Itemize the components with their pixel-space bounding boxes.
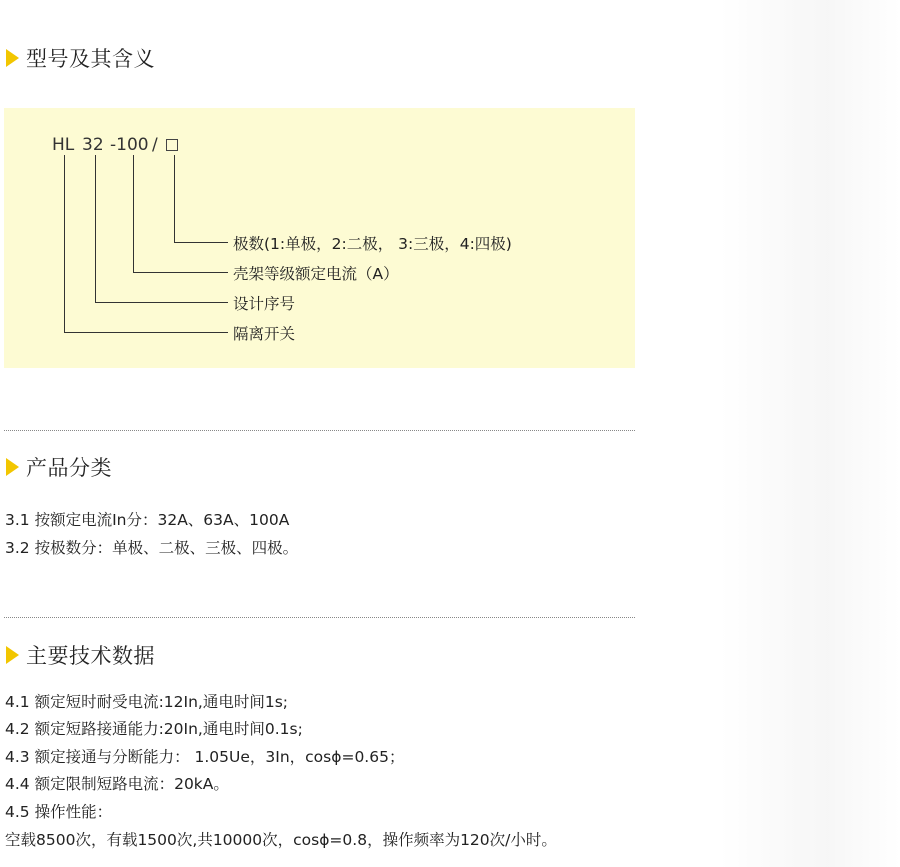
connector-poles <box>174 155 175 242</box>
connector-poles-h <box>174 242 228 243</box>
side-decoration <box>720 0 900 867</box>
connector-current <box>133 155 134 272</box>
section-heading-technical <box>6 641 155 669</box>
triangle-bullet-icon <box>6 458 19 476</box>
section-title: 型号及其含义 <box>26 47 155 71</box>
technical-line: 4.2 额定短路接通能力:20In,通电时间0.1s; <box>5 720 303 738</box>
triangle-bullet-icon <box>6 49 19 67</box>
model-code-box <box>166 139 178 151</box>
section-title: 产品分类 <box>26 456 112 480</box>
technical-line: 4.1 额定短时耐受电流:12In,通电时间1s; <box>5 693 289 711</box>
model-desc-design: 设计序号 <box>233 295 296 313</box>
section-heading-model <box>6 44 155 72</box>
connector-current-h <box>133 272 228 273</box>
model-code-design: 32 <box>82 135 104 155</box>
section-heading-classification <box>6 453 112 481</box>
model-desc-type: 隔离开关 <box>233 325 296 343</box>
model-desc-poles: 极数(1:单极，2:二极， 3:三极，4:四极) <box>233 235 512 253</box>
section-title: 主要技术数据 <box>26 644 155 668</box>
technical-line: 4.3 额定接通与分断能力： 1.05Ue，3In，cosϕ=0.65； <box>5 748 405 766</box>
connector-series-h <box>64 332 228 333</box>
divider <box>4 617 635 618</box>
model-code-slash: / <box>152 135 158 155</box>
connector-series <box>64 155 65 332</box>
connector-design-h <box>95 302 228 303</box>
technical-line: 4.5 操作性能： <box>5 803 113 821</box>
classification-line: 3.1 按额定电流In分：32A、63A、100A <box>5 511 290 529</box>
model-desc-current: 壳架等级额定电流（A） <box>233 265 399 283</box>
classification-line: 3.2 按极数分：单极、二极、三极、四极。 <box>5 539 299 557</box>
model-code-current: -100 <box>110 135 149 155</box>
triangle-bullet-icon <box>6 646 19 664</box>
technical-line: 4.4 额定限制短路电流：20kA。 <box>5 775 229 793</box>
technical-line: 空载8500次，有载1500次,共10000次，cosϕ=0.8，操作频率为120次/小时。 <box>5 831 557 849</box>
divider <box>4 430 635 431</box>
model-code-series: HL <box>52 135 75 155</box>
connector-design <box>95 155 96 302</box>
